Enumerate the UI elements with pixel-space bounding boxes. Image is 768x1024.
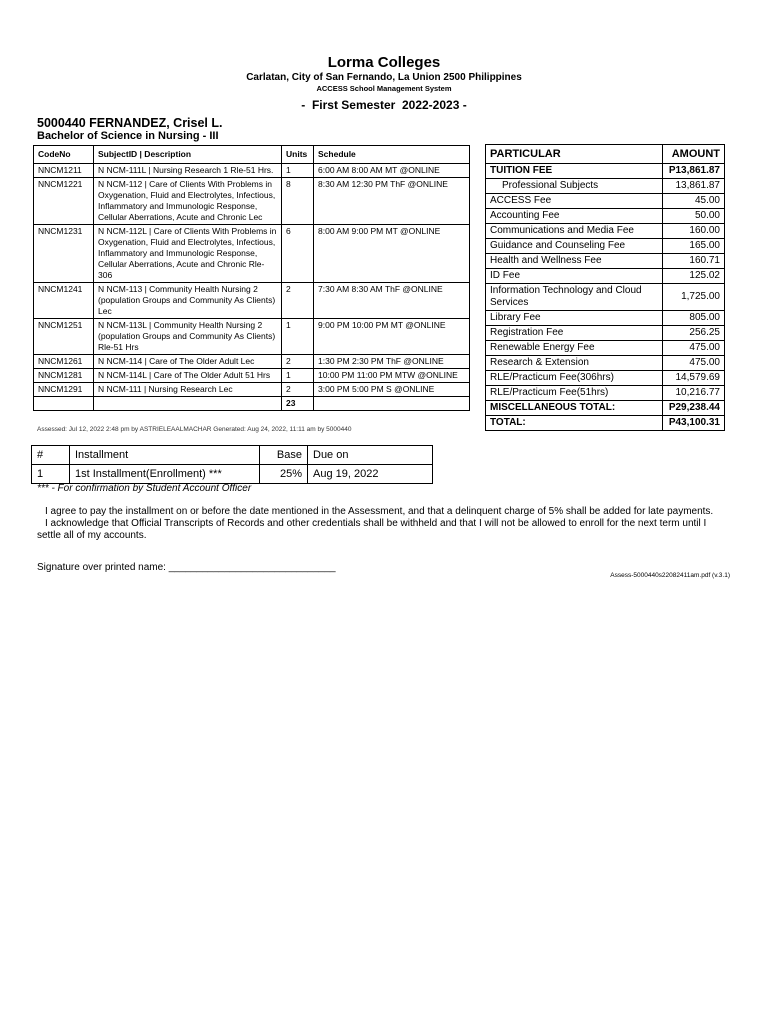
fee-row [486,179,725,194]
column-header-installment: Installment [70,446,260,465]
subject-schedule: 8:30 AM 12:30 PM ThF @ONLINE [314,178,470,225]
subject-description: N NCM-113 | Community Health Nursing 2 (population Groups and Community As Clients) Lec [94,283,282,319]
subject-units: 6 [282,225,314,283]
fee-particular: Health and Wellness Fee [486,254,663,269]
installment-due-date: Aug 19, 2022 [308,465,433,484]
subject-schedule: 7:30 AM 8:30 AM ThF @ONLINE [314,283,470,319]
subject-description: N NCM-114L | Care of The Older Adult 51 Hrs [94,369,282,383]
total-units: 23 [282,397,314,411]
subject-row [34,319,470,355]
units-total-row [34,397,470,411]
subject-code: NNCM1291 [34,383,94,397]
fee-particular: Library Fee [486,311,663,326]
fee-row [486,341,725,356]
subject-row [34,283,470,319]
fee-amount: 14,579.69 [663,371,725,386]
column-header-due-on: Due on [308,446,433,465]
subject-units: 2 [282,383,314,397]
subject-code: NNCM1211 [34,164,94,178]
column-header-schedule: Schedule [314,146,470,164]
student-id-name: 5000440 FERNANDEZ, Crisel L. [37,116,223,130]
installments-header-row [32,446,433,465]
subject-row [34,225,470,283]
installment-number: 1 [32,465,70,484]
fee-row [486,311,725,326]
fee-row [486,356,725,371]
column-header-base: Base [260,446,308,465]
fee-row [486,239,725,254]
assessed-info: Assessed: Jul 12, 2022 2:48 pm by ASTRIELEAALMACHAR Generated: Aug 24, 2022, 11:11 am by 5000440 [37,426,352,433]
fee-particular: Professional Subjects [486,179,663,194]
fee-row [486,386,725,401]
subject-code: NNCM1261 [34,355,94,369]
subject-code: NNCM1251 [34,319,94,355]
semester-title: - First Semester 2022-2023 - [301,98,467,112]
subject-row [34,164,470,178]
subjects-table [33,145,470,411]
subject-description: N NCM-114 | Care of The Older Adult Lec [94,355,282,369]
fee-particular: TOTAL: [486,416,663,431]
fee-amount: 475.00 [663,341,725,356]
subject-schedule: 10:00 PM 11:00 PM MTW @ONLINE [314,369,470,383]
column-header-amount: AMOUNT [663,145,725,164]
school-address: Carlatan, City of San Fernando, La Union 2500 Philippines [246,72,522,83]
subject-description: N NCM-112 | Care of Clients With Problems in Oxygenation, Fluid and Electrolytes, Infectious, Inflammatory and Immunologic Response, Cellular Aberrations, Acute and Chronic Lec [94,178,282,225]
fee-particular: Research & Extension [486,356,663,371]
subject-row [34,369,470,383]
document-header [0,54,768,113]
fee-particular: TUITION FEE [486,164,663,179]
fee-particular: RLE/Practicum Fee(51hrs) [486,386,663,401]
fees-header-row [486,145,725,164]
subject-schedule: 3:00 PM 5:00 PM S @ONLINE [314,383,470,397]
fee-amount: 160.71 [663,254,725,269]
confirmation-note: *** - For confirmation by Student Account Officer [37,483,252,494]
column-header-description: SubjectID | Description [94,146,282,164]
fee-row [486,209,725,224]
fee-amount: 1,725.00 [663,284,725,311]
installment-base: 25% [260,465,308,484]
subject-schedule: 6:00 AM 8:00 AM MT @ONLINE [314,164,470,178]
fee-row [486,194,725,209]
fee-row [486,401,725,416]
subject-row [34,383,470,397]
subject-description: N NCM-111L | Nursing Research 1 Rle-51 Hrs. [94,164,282,178]
fee-amount: 10,216.77 [663,386,725,401]
subject-row [34,178,470,225]
fee-particular: Renewable Energy Fee [486,341,663,356]
fee-amount: 160.00 [663,224,725,239]
subject-schedule: 1:30 PM 2:30 PM ThF @ONLINE [314,355,470,369]
signature-line: Signature over printed name: ______________________________ [37,562,336,573]
column-header-units: Units [282,146,314,164]
fee-amount: P13,861.87 [663,164,725,179]
fee-row [486,416,725,431]
fee-particular: RLE/Practicum Fee(306hrs) [486,371,663,386]
fee-particular: ID Fee [486,269,663,284]
fee-particular: Communications and Media Fee [486,224,663,239]
installments-table [31,445,433,484]
subject-code: NNCM1221 [34,178,94,225]
agreement-paragraph: I agree to pay the installment on or before the date mentioned in the Assessment, and that a delinquent charge of 5% shall be added for late payments. [45,506,714,517]
fee-row [486,284,725,311]
fee-amount: 125.02 [663,269,725,284]
fee-row [486,371,725,386]
subject-description: N NCM-111 | Nursing Research Lec [94,383,282,397]
school-name: Lorma Colleges [327,54,441,71]
file-identifier: Assess-5000440s22082411am.pdf (v.3.1) [610,572,730,579]
subject-units: 8 [282,178,314,225]
subject-description: N NCM-113L | Community Health Nursing 2 (population Groups and Community As Clients) Rle-51 Hrs [94,319,282,355]
column-header-number: # [32,446,70,465]
installment-name: 1st Installment(Enrollment) *** [70,465,260,484]
fee-amount: 475.00 [663,356,725,371]
fees-table [485,144,725,431]
fee-amount: 13,861.87 [663,179,725,194]
subject-code: NNCM1241 [34,283,94,319]
fee-particular: Guidance and Counseling Fee [486,239,663,254]
subject-units: 1 [282,319,314,355]
installment-row [32,465,433,484]
fee-particular: Information Technology and Cloud Services [486,284,663,311]
subject-schedule: 9:00 PM 10:00 PM MT @ONLINE [314,319,470,355]
system-name: ACCESS School Management System [316,84,452,93]
subject-units: 1 [282,164,314,178]
fee-particular: Accounting Fee [486,209,663,224]
fee-row [486,164,725,179]
fee-particular: MISCELLANEOUS TOTAL: [486,401,663,416]
subject-units: 2 [282,283,314,319]
subject-schedule: 8:00 AM 9:00 PM MT @ONLINE [314,225,470,283]
subject-units: 2 [282,355,314,369]
fee-amount: P29,238.44 [663,401,725,416]
fee-amount: 805.00 [663,311,725,326]
fee-amount: 50.00 [663,209,725,224]
fee-row [486,269,725,284]
fee-amount: P43,100.31 [663,416,725,431]
subject-row [34,355,470,369]
agreement-paragraph: I acknowledge that Official Transcripts of Records and other credentials shall be withheld and that I will not be allowed to enroll for the next term until I settle all of my accounts. [37,518,707,541]
column-header-particular: PARTICULAR [486,145,663,164]
fee-amount: 165.00 [663,239,725,254]
subject-description: N NCM-112L | Care of Clients With Problems in Oxygenation, Fluid and Electrolytes, Infectious, Inflammatory and Immunologic Response, Cellular Aberrations, Acute and Chronic Rle-306 [94,225,282,283]
fee-amount: 256.25 [663,326,725,341]
fee-row [486,326,725,341]
subjects-header-row [34,146,470,164]
student-program: Bachelor of Science in Nursing - III [37,130,219,142]
fee-amount: 45.00 [663,194,725,209]
fee-particular: Registration Fee [486,326,663,341]
column-header-codeno: CodeNo [34,146,94,164]
subject-units: 1 [282,369,314,383]
subject-code: NNCM1281 [34,369,94,383]
fee-row [486,224,725,239]
fee-row [486,254,725,269]
subject-code: NNCM1231 [34,225,94,283]
agreement-text [37,506,727,542]
fee-particular: ACCESS Fee [486,194,663,209]
